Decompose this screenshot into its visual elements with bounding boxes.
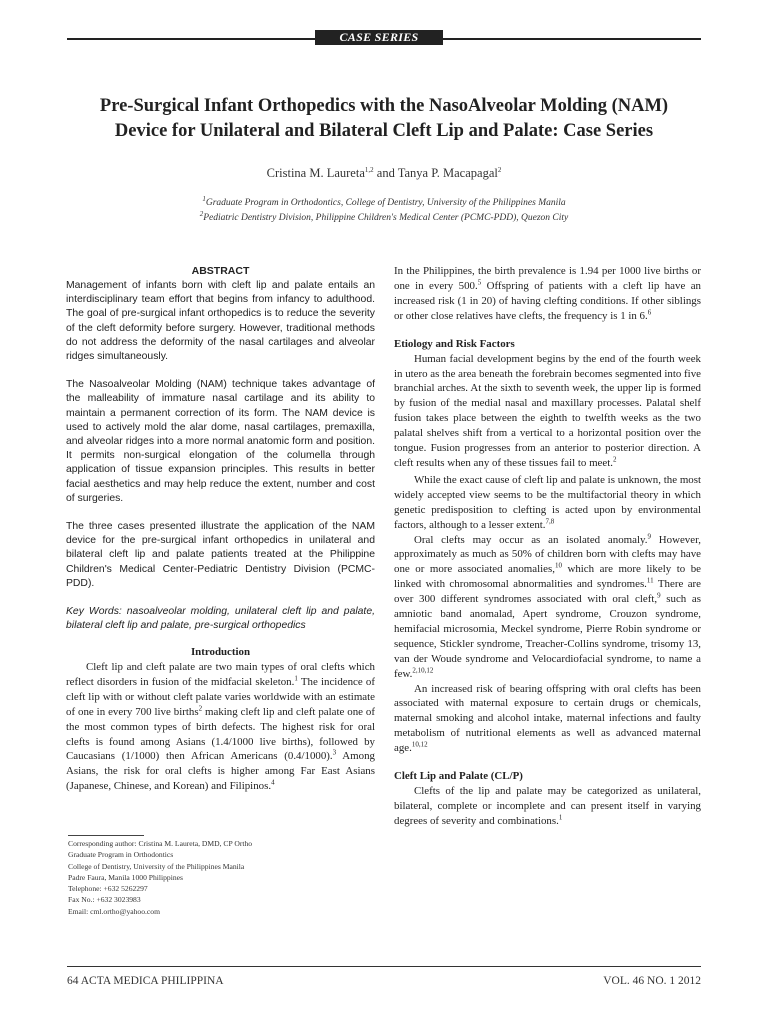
body-paragraph xyxy=(394,352,701,471)
abstract-paragraph: The Nasoalveolar Molding (NAM) technique takes advantage of the malleability of immature nasal cartilage and its ability to maintain a permanent correction of its form. The NAM device is used to actively mold the alar dome, nasal cartilages, premaxilla, and alveolar ridges into a more normal anatomic form and position. It permits non-surgical elongation of the columella through application of tissue expansion principles. This results in better facial aesthetics and may help reduce the extent, number and cost of surgeries. xyxy=(66,379,375,504)
text-run: Offspring of patients with a cleft lip have an increased risk (1 in 20) of having clefting conditions. If other siblings or other close relatives have clefts, the frequency is 1 in 6. xyxy=(394,279,701,322)
clp-heading: Cleft Lip and Palate (CL/P) xyxy=(394,770,523,783)
body-paragraph xyxy=(394,264,701,324)
text-run: Cleft lip and cleft palate are two main types of oral clefts which reflect disorders in fusion of the midfacial skeleton. xyxy=(66,661,375,688)
affiliation-1 xyxy=(67,194,701,208)
section-tag: CASE SERIES xyxy=(315,30,443,45)
article-title xyxy=(67,94,701,144)
citation-sup: 5 xyxy=(477,278,482,287)
footer-rule xyxy=(67,966,701,967)
correspondence-line: College of Dentistry, University of the Philippines Manila xyxy=(68,861,245,871)
text-run: Human facial development begins by the end of the fourth week in utero as the area beneath the forebrain becomes segmented into five branchial arches. At the sixth to seventh week, the upper lip is formed by fusion of the medial nasal and maxillary processes. Palatal shelf fusion takes place between the eighth to twelfth weeks as the two palatal shelves shift from a vertical to a horizontal position over the tongue. Fusion progresses from an anterior to posterior direction. A cleft results when any of these tissues fail to meet. xyxy=(394,352,701,469)
right-column xyxy=(394,264,701,829)
citation-sup: 2,10,12 xyxy=(412,666,434,675)
footer-journal: 64 ACTA MEDICA PHILIPPINA xyxy=(67,975,224,987)
abstract-paragraph: The three cases presented illustrate the application of the NAM device for the pre-surgical infant orthopedics in unilateral and bilateral cleft lip and palate patients treated at the Philippine Children's Medical Center-Pediatric Dentistry Division (PCMC-PDD). xyxy=(66,521,375,589)
author-affil-sup: 2 xyxy=(497,165,502,174)
text-run: Clefts of the lip and palate may be categorized as unilateral, bilateral, complete or incomplete and can present itself in varying degrees of severity and combinations. xyxy=(394,785,701,827)
affiliation-sup: 2 xyxy=(199,209,204,218)
text-run: Oral clefts may occur as an isolated anomaly. xyxy=(414,533,648,546)
citation-sup: 9 xyxy=(647,531,651,540)
footnote-rule xyxy=(68,835,144,836)
title-line-1: Pre-Surgical Infant Orthopedics with the NasoAlveolar Molding (NAM) xyxy=(99,96,669,116)
body-paragraph xyxy=(66,660,375,794)
introduction-heading: Introduction xyxy=(190,646,251,658)
correspondence-email: Email: cml.ortho@yahoo.com xyxy=(68,906,160,916)
etiology-heading: Etiology and Risk Factors xyxy=(394,337,515,350)
correspondence-line: Telephone: +632 5262297 xyxy=(68,884,148,894)
affiliation-text: Pediatric Dentistry Division, Philippine Children's Medical Center (PCMC-PDD), Quezon City xyxy=(203,213,569,223)
abstract-body xyxy=(66,279,375,633)
citation-sup: 7,8 xyxy=(545,516,555,525)
citation-sup: 9 xyxy=(657,591,661,600)
citation-sup: 1 xyxy=(558,813,563,822)
author-joiner: and xyxy=(373,166,398,180)
text-run: There are over 300 different syndromes associated with oral cleft, xyxy=(394,578,701,606)
body-paragraph xyxy=(394,784,701,829)
affiliation-sup: 1 xyxy=(202,194,206,203)
correspondence-block xyxy=(68,838,373,917)
text-run: In the Philippines, the birth prevalence is 1.94 per 1000 live births or one in every 500. xyxy=(394,265,701,292)
abstract-heading: ABSTRACT xyxy=(191,265,250,277)
abstract-paragraph: Management of infants born with cleft lip and palate entails an interdisciplinary team effort that begins from infancy to adulthood. The goal of pre-surgical infant orthopedics is to reduce the severity of the cleft deformity before surgery. However, traditional methods do not address the deformity of the nasal cartilages and alveolar ridges simultaneously. xyxy=(66,280,375,363)
citation-sup: 3 xyxy=(332,748,337,757)
citation-sup: 2 xyxy=(612,455,617,464)
correspondence-line: Corresponding author: Cristina M. Laureta, DMD, CP Ortho xyxy=(68,839,253,848)
text-run: While the exact cause of cleft lip and palate is unknown, the most widely accepted view seems to be the multifactorial theory in which genetic predisposition to clefting is acted upon by environmental factors, although to a lesser extent. xyxy=(394,473,701,531)
citation-sup: 10 xyxy=(554,561,562,570)
affiliation-text: Graduate Program in Orthodontics, College of Dentistry, University of the Philippines Manila xyxy=(205,198,566,208)
citation-sup: 4 xyxy=(271,778,275,787)
text-run: The incidence of cleft lip with or without cleft palate varies worldwide with an estimate of one in every 700 live births xyxy=(66,675,375,718)
text-run: Among Asians, the risk for oral clefts is higher among Far East Asians (Japanese, Chinese, and Korean) and Filipinos. xyxy=(66,750,375,793)
correspondence-line: Padre Faura, Manila 1000 Philippines xyxy=(68,872,183,882)
citation-sup: 11 xyxy=(646,576,654,585)
author-name: Tanya P. Macapagal xyxy=(397,166,498,180)
author-name: Cristina M. Laureta xyxy=(266,166,365,180)
body-paragraph xyxy=(394,682,701,757)
correspondence-line: Graduate Program in Orthodontics xyxy=(68,850,174,860)
citation-sup: 10,12 xyxy=(411,740,428,749)
affiliation-2 xyxy=(67,209,701,223)
body-paragraph xyxy=(394,473,701,533)
footer-volume: VOL. 46 NO. 1 2012 xyxy=(603,975,701,987)
citation-sup: 1 xyxy=(294,674,298,683)
correspondence-line: Fax No.: +632 3023983 xyxy=(68,895,141,905)
title-line-2: Device for Unilateral and Bilateral Cleft Lip and Palate: Case Series xyxy=(114,121,654,141)
text-run: However, approximately as much as 50% of children born with clefts may have one or more associated anomalies, xyxy=(394,533,701,576)
author-list xyxy=(67,166,701,181)
text-run: such as amniotic band anomalad, Apert syndrome, Crouzon syndrome, hemifacial microsomia, Meckel syndrome, Pierre Robin syndrome or sequence, Stickler syndrome, Treacher-Collins syndrome, trisomy 13, van der Woude syndrome and Velocardiofacial syndrome, to name a few. xyxy=(394,593,702,680)
citation-sup: 6 xyxy=(647,308,652,317)
author-affil-sup: 1,2 xyxy=(364,165,374,174)
introduction-section xyxy=(66,646,375,794)
citation-sup: 2 xyxy=(198,704,203,713)
text-run: making cleft lip and cleft palate one of the most common types of birth defects. The highest risk for oral clefts is found among Asians (1.4/1000 live births), followed by Caucasians (1/1000) then African Americans (0.4/1000). xyxy=(66,705,376,763)
text-run: which are more likely to be linked with chromosomal abnormalities and syndromes. xyxy=(394,563,701,591)
text-run: An increased risk of bearing offspring with oral clefts has been associated with maternal exposure to certain drugs or chemicals, maternal smoking and alcohol intake, maternal infections and faulty metabolism of nutritional elements as well as advanced maternal age. xyxy=(394,682,701,755)
body-paragraph xyxy=(394,533,701,682)
keywords: Key Words: nasoalveolar molding, unilateral cleft lip and palate, bilateral cleft lip and palate, pre-surgical orthopedics xyxy=(66,606,375,632)
